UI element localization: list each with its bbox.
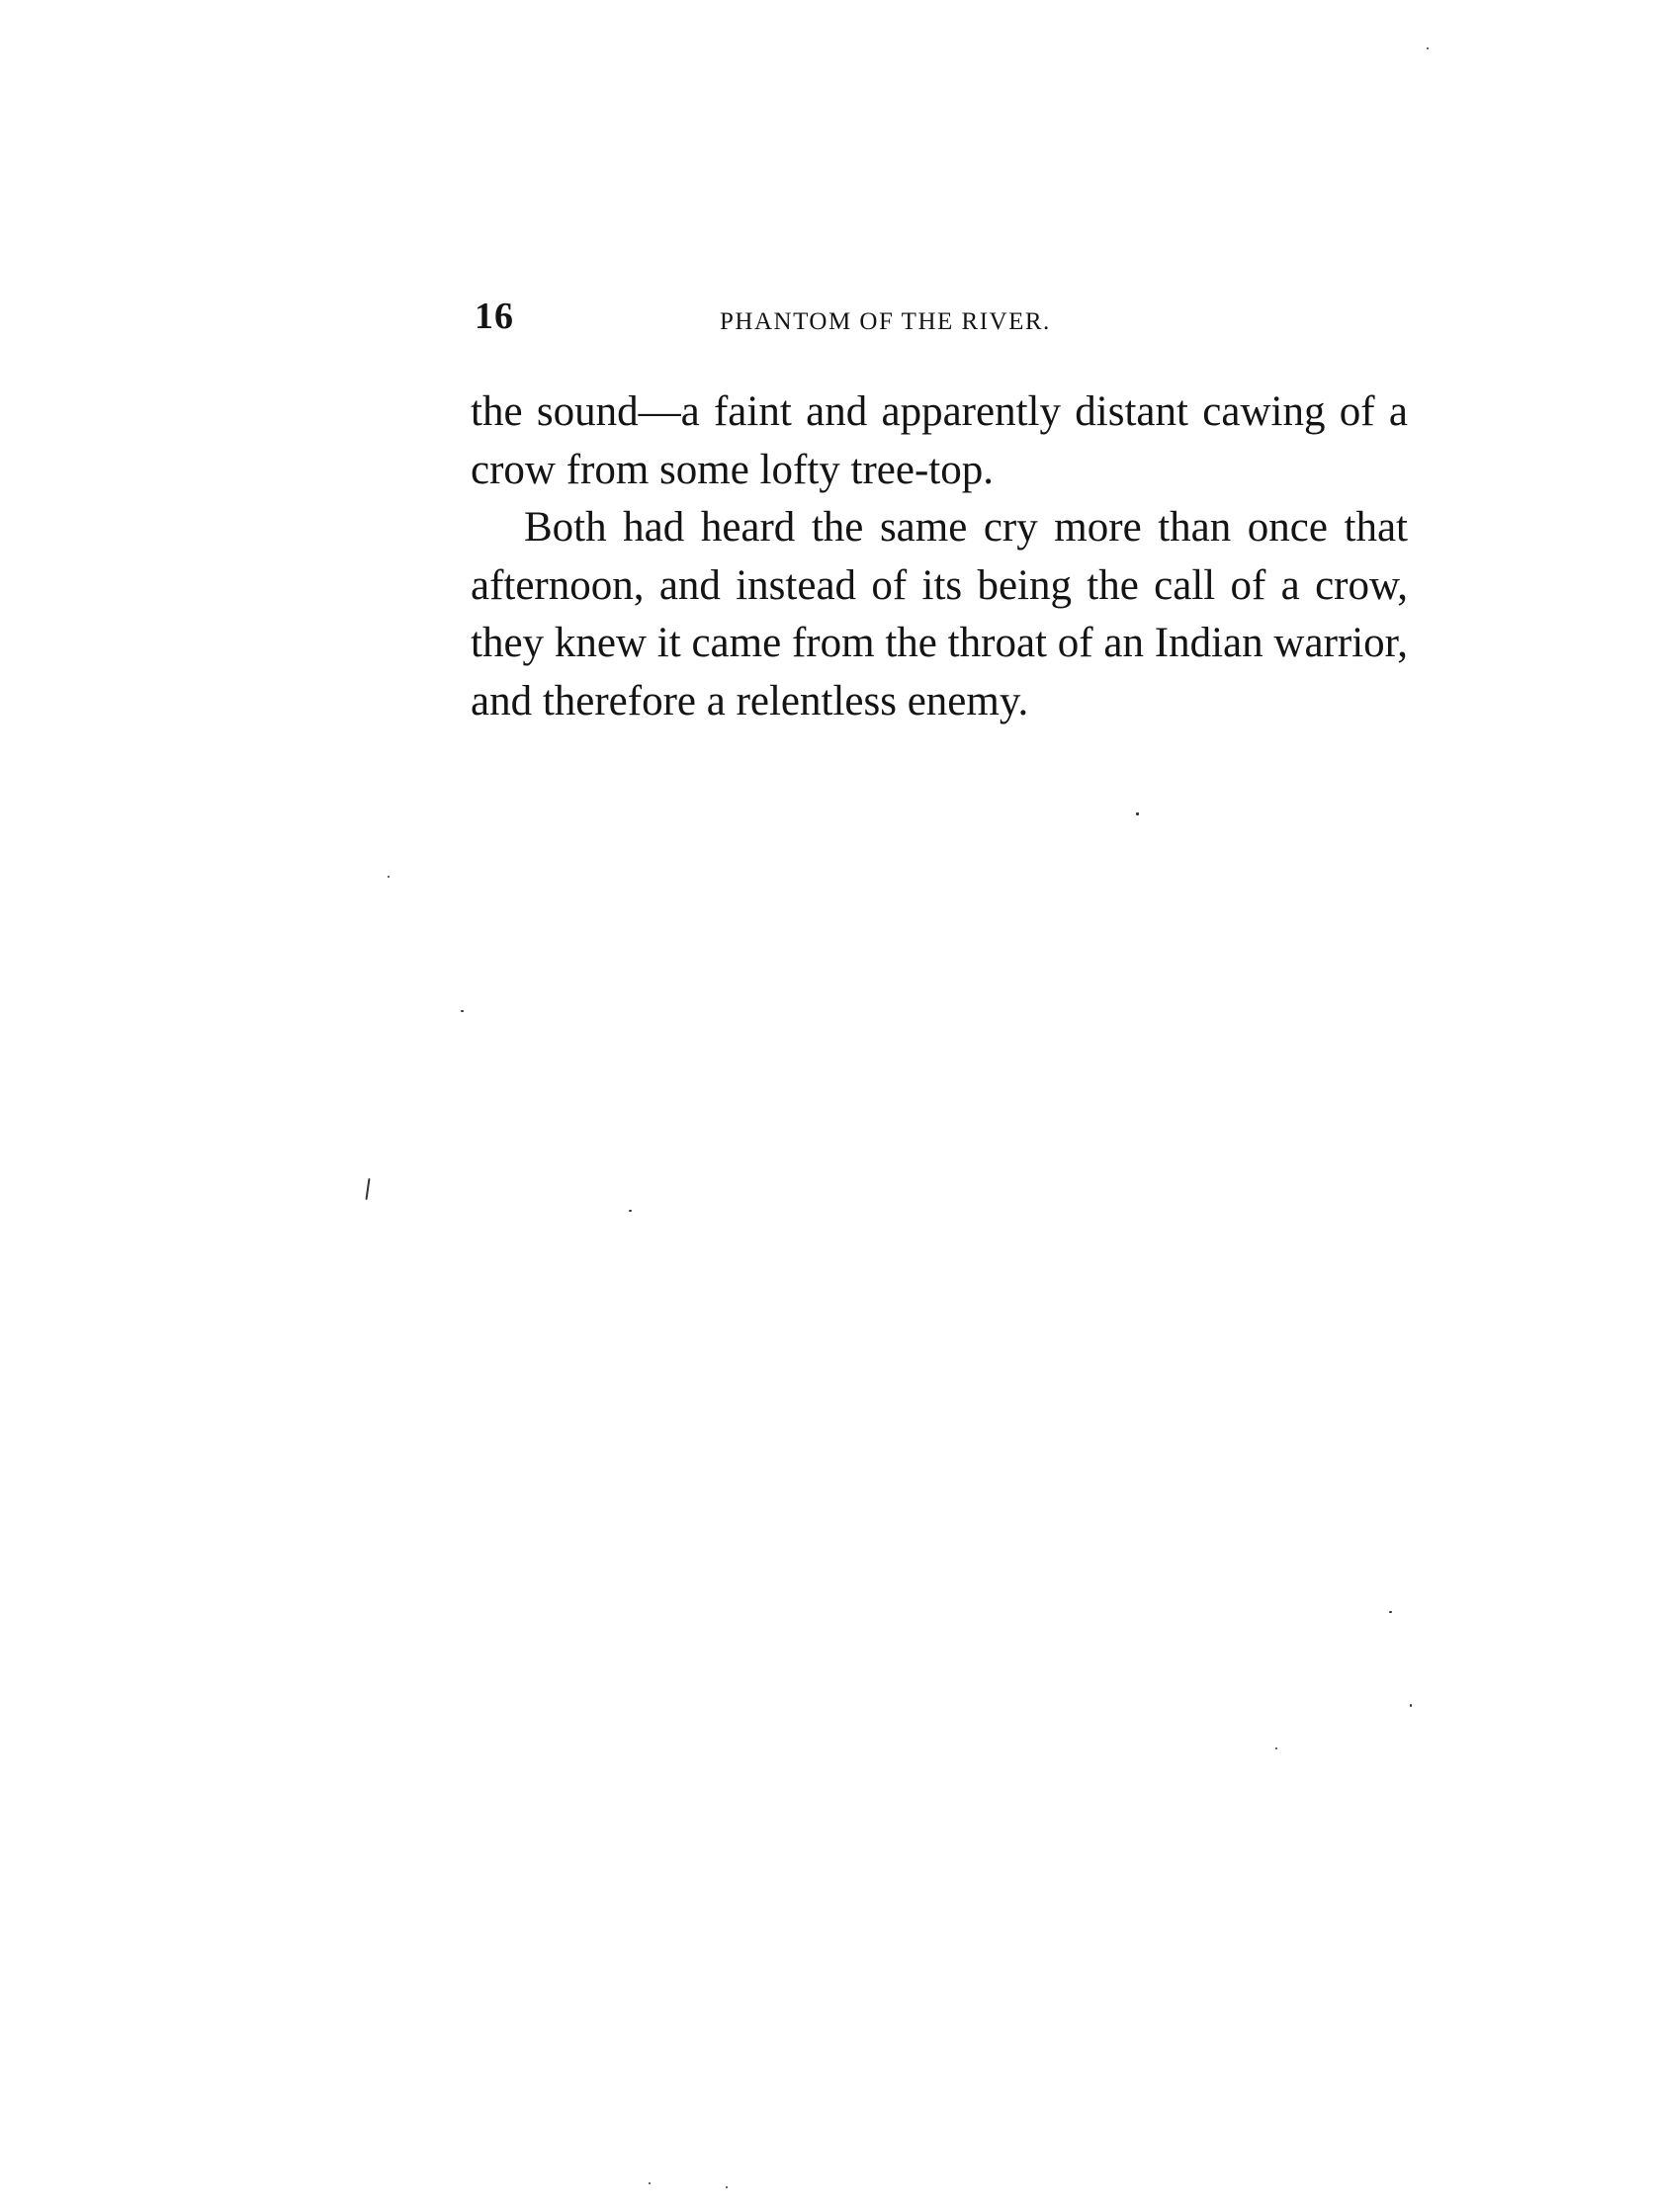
- page-header: [475, 295, 1167, 344]
- scan-speck: [388, 876, 390, 878]
- scan-speck: [365, 1178, 370, 1200]
- scan-speck: [1427, 47, 1429, 49]
- paragraph: Both had heard the same cry more than once that afternoon, and instead of its being the call of a crow, they knew it came from the throat of an Indian warrior, and therefore a relentless enemy.: [471, 504, 1408, 724]
- paragraph-continuation: the sound—a faint and apparently distant cawing of a crow from some lofty tree-top.: [471, 388, 1408, 493]
- body-text: [471, 383, 1408, 731]
- scan-speck: [629, 1210, 632, 1212]
- running-head: PHANTOM OF THE RIVER.: [720, 308, 1051, 335]
- scan-speck: [461, 1010, 464, 1012]
- scan-speck: [1275, 1747, 1277, 1749]
- page-number: 16: [475, 296, 514, 337]
- scan-speck: [1136, 812, 1139, 815]
- scan-speck: [1389, 1611, 1392, 1613]
- scan-speck: [726, 2186, 728, 2188]
- scan-speck: [649, 2182, 651, 2184]
- scan-speck: [1410, 1704, 1412, 1707]
